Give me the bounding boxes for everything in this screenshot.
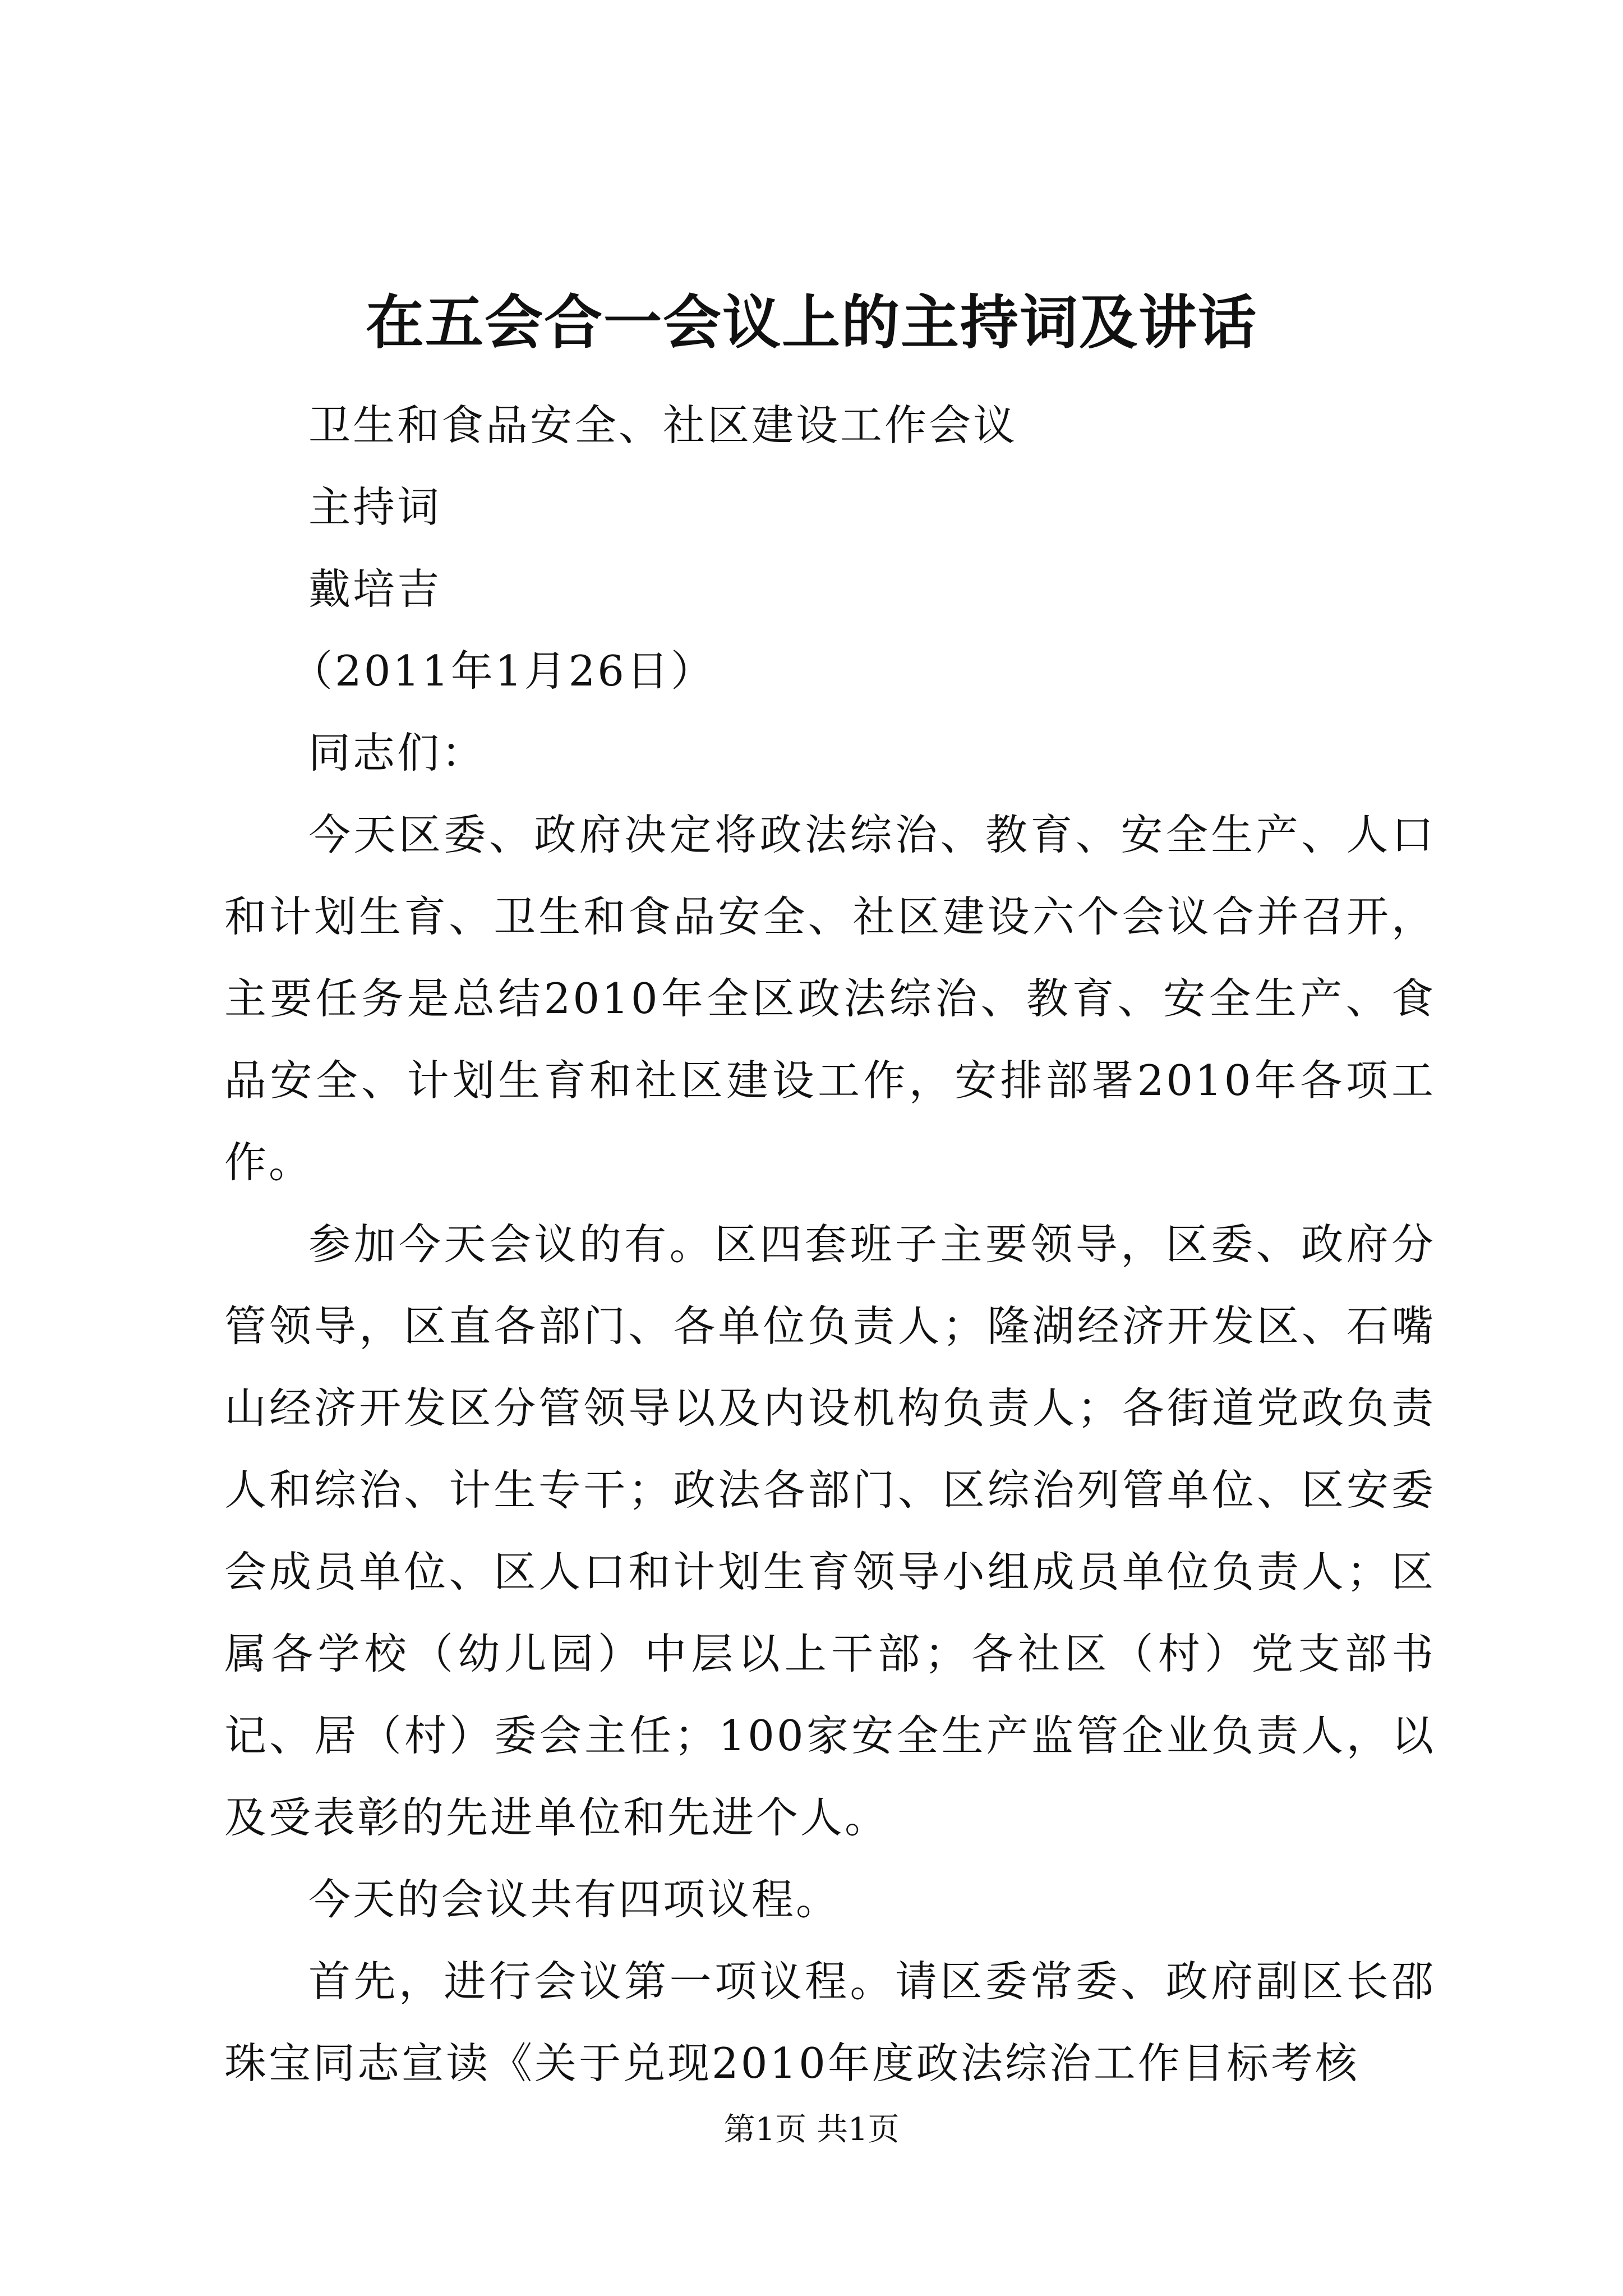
paragraph-body-1: 今天区委、政府决定将政法综治、教育、安全生产、人口和计划生育、卫生和食品安全、社区建设六个会议合并召开，主要任务是总结2010年全区政法综治、教育、安全生产、食品安全、计划生育和社区建设工作，安排部署2010年各项工作。 xyxy=(224,810,1436,1187)
page-footer: 第1页 共1页 xyxy=(723,2111,900,2148)
paragraph-meeting-name: 卫生和食品安全、社区建设工作会议 xyxy=(308,401,1018,450)
paragraph-greeting: 同志们： xyxy=(308,728,486,777)
paragraph-body-4: 首先，进行会议第一项议程。请区委常委、政府副区长邵珠宝同志宣读《关于兑现2010年度政法综治工作目标考核 xyxy=(224,1957,1436,2088)
paragraph-date: （2011年1月26日） xyxy=(291,646,716,696)
document-title: 在五会合一会议上的主持词及讲话 xyxy=(365,288,1257,357)
paragraph-host-speech: 主持词 xyxy=(308,482,442,532)
paragraph-speaker: 戴培吉 xyxy=(308,564,442,614)
document-body xyxy=(224,384,1436,2104)
paragraph-body-2: 参加今天会议的有。区四套班子主要领导，区委、政府分管领导，区直各部门、各单位负责人；隆湖经济开发区、石嘴山经济开发区分管领导以及内设机构负责人；各街道党政负责人和综治、计生专干；政法各部门、区综治列管单位、区安委会成员单位、区人口和计划生育领导小组成员单位负责人；区属各学校（幼儿园）中层以上干部；各社区（村）党支部书记、居（村）委会主任；100家安全生产监管企业负责人，以及受表彰的先进单位和先进个人。 xyxy=(224,1220,1436,1842)
paragraph-body-3: 今天的会议共有四项议程。 xyxy=(308,1875,841,1924)
